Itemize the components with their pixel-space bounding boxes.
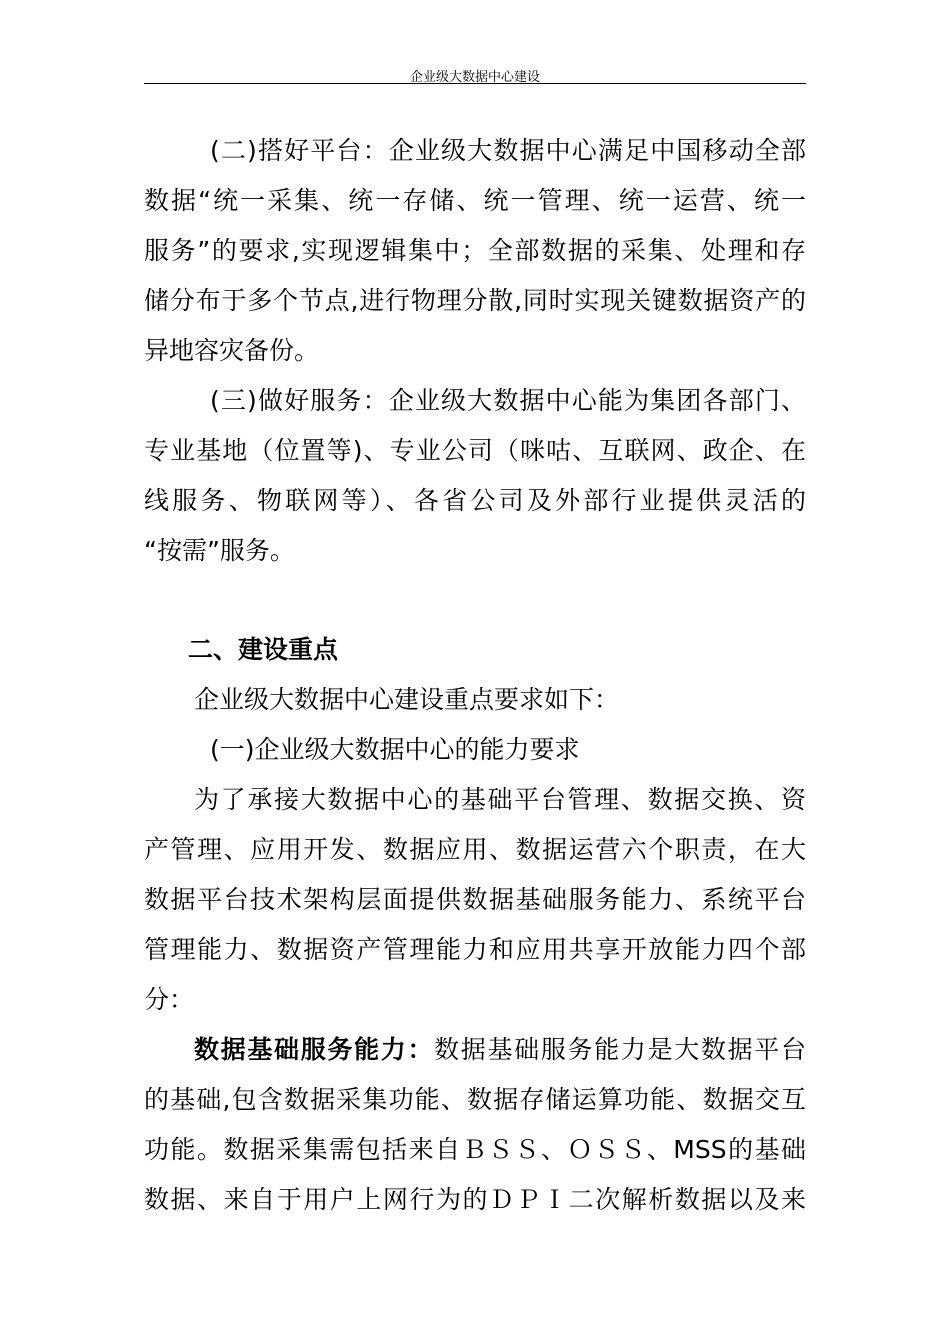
sub-heading: (一)企业级大数据中心的能力要求 [210,735,580,764]
paragraph-line: 管理能力、数据资产管理能力和应用共享开放能力四个部 [144,935,806,964]
paragraph-line [194,1032,806,1068]
section-heading: 二、建设重点 [188,635,339,664]
paragraph-line: 分： [144,985,195,1014]
paragraph-line: 数据、来自于用户上网行为的ＤＰＩ二次解析数据以及来 [144,1185,806,1214]
page-header: 企业级大数据中心建设 [409,70,540,85]
header-rule [144,83,806,84]
paragraph-line: 线服务、物联网等）、各省公司及外部行业提供灵活的 [144,486,806,515]
paragraph-line: (三)做好服务：企业级大数据中心能为集团各部门、 [210,386,806,415]
intro-line: 企业级大数据中心建设重点要求如下： [194,685,620,714]
paragraph-line: 功能。数据采集需包括来自ＢＳＳ、ＯＳＳ、MSS的基础 [144,1135,806,1164]
paragraph-line: 储分布于多个节点,进行物理分散,同时实现关键数据资产的 [144,286,806,315]
paragraph-line: “按需”服务。 [144,536,295,565]
paragraph-line: 数据平台技术架构层面提供数据基础服务能力、系统平台 [144,885,806,914]
bold-lead: 数据基础服务能力： [194,1035,435,1064]
paragraph-line: 为了承接大数据中心的基础平台管理、数据交换、资 [194,785,806,814]
paragraph-line: 的基础,包含数据采集功能、数据存储运算功能、数据交互 [144,1085,806,1114]
paragraph-line: (二)搭好平台：企业级大数据中心满足中国移动全部 [210,136,806,165]
paragraph-line: 异地容灾备份。 [144,336,320,365]
paragraph-line: 服务”的要求,实现逻辑集中；全部数据的采集、处理和存 [144,236,806,265]
paragraph-line: 专业基地（位置等)、专业公司（咪咕、互联网、政企、在 [144,436,806,465]
paragraph-line: 数据“统一采集、统一存储、统一管理、统一运营、统一 [144,186,806,215]
paragraph-text: 数据基础服务能力是大数据平台 [434,1035,806,1064]
paragraph-line: 产管理、应用开发、数据应用、数据运营六个职责，在大 [144,835,806,864]
